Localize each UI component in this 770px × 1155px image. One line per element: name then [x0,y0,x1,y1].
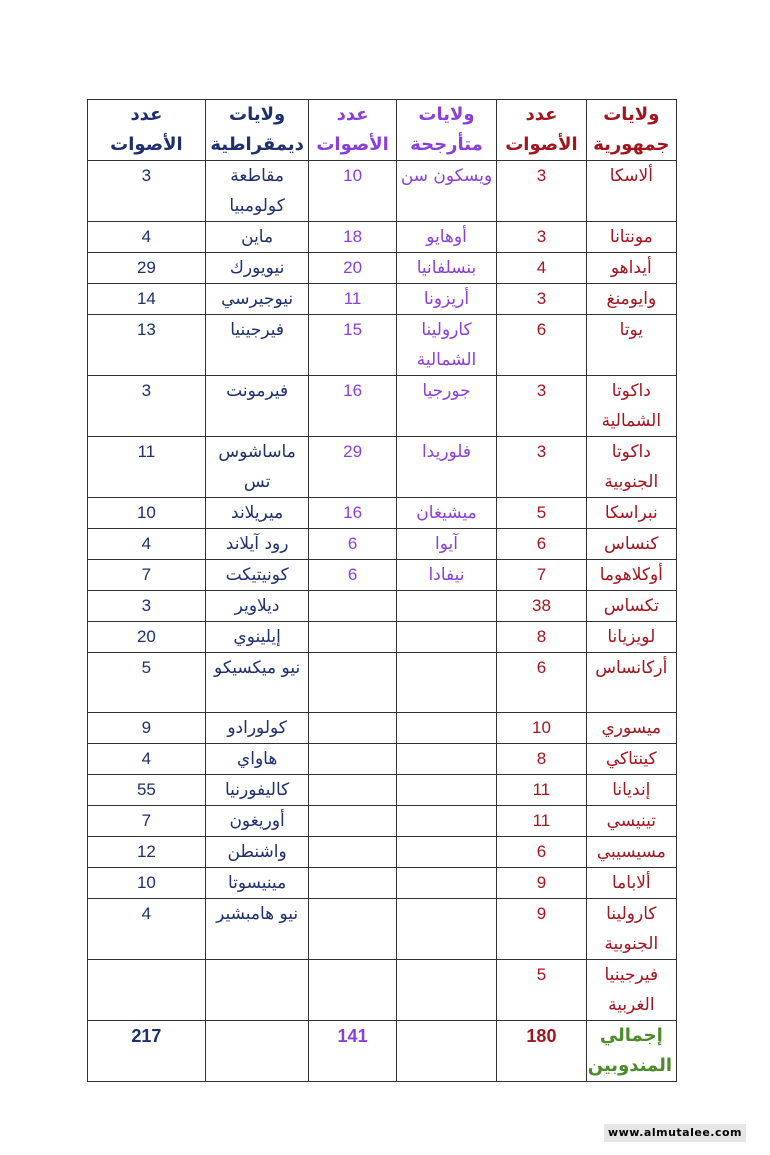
democratic-votes-cell: 4 [88,529,206,560]
table-row [88,253,677,284]
swing-votes-cell: 20 [309,253,396,284]
swing-votes-cell [309,622,396,653]
swing-state-cell: آيوا [396,529,497,560]
republican-votes-cell: 8 [497,622,586,653]
swing-state-cell [396,868,497,899]
swing-state-cell: أريزونا [396,284,497,315]
democratic-votes-cell: 5 [88,653,206,713]
swing-state-cell: جورجيا [396,376,497,437]
democratic-state-cell: كونيتيكت [205,560,309,591]
republican-state-cell: أوكلاهوما [586,560,676,591]
swing-state-cell [396,653,497,713]
democratic-state-cell: فيرجينيا [205,315,309,376]
republican-votes-cell: 6 [497,837,586,868]
democratic-votes-cell: 29 [88,253,206,284]
republican-state-cell: تكساس [586,591,676,622]
table-row [88,284,677,315]
swing-votes-cell [309,960,396,1021]
swing-votes-cell: 29 [309,437,396,498]
republican-state-cell: مسيسيبي [586,837,676,868]
swing-state-cell [396,591,497,622]
republican-state-cell: ألاباما [586,868,676,899]
table-row [88,161,677,222]
swing-votes-cell [309,591,396,622]
republican-votes-cell: 10 [497,713,586,744]
table-row [88,868,677,899]
swing-state-cell [396,622,497,653]
table-row [88,806,677,837]
swing-state-cell [396,837,497,868]
republican-votes-cell: 9 [497,868,586,899]
swing-votes-cell [309,837,396,868]
republican-votes-cell: 7 [497,560,586,591]
swing-state-cell [396,960,497,1021]
republican-votes-cell: 11 [497,806,586,837]
header-democratic-states: ولايات ديمقراطية [205,100,309,161]
swing-state-cell: أوهايو [396,222,497,253]
democratic-state-cell: ماين [205,222,309,253]
table-row [88,960,677,1021]
republican-state-cell: فيرجينيا الغربية [586,960,676,1021]
democratic-votes-cell: 55 [88,775,206,806]
republican-votes-cell: 3 [497,376,586,437]
table-row [88,560,677,591]
header-row [88,100,677,161]
republican-state-cell: تينيسي [586,806,676,837]
table-row [88,437,677,498]
total-label: إجمالي المندوبين [586,1021,676,1082]
democratic-state-cell: ديلاوير [205,591,309,622]
header-republican-votes: عدد الأصوات [497,100,586,161]
republican-state-cell: كينتاكي [586,744,676,775]
swing-votes-cell [309,713,396,744]
republican-state-cell: وايومنغ [586,284,676,315]
total-democratic-votes: 217 [88,1021,206,1082]
swing-state-cell [396,806,497,837]
table-row [88,899,677,960]
democratic-state-cell: نيو هامبشير [205,899,309,960]
swing-votes-cell: 15 [309,315,396,376]
republican-votes-cell: 3 [497,284,586,315]
republican-votes-cell: 9 [497,899,586,960]
table-row [88,713,677,744]
democratic-votes-cell: 7 [88,560,206,591]
republican-state-cell: ألاسكا [586,161,676,222]
header-republican-states: ولايات جمهورية [586,100,676,161]
header-swing-states: ولايات متأرجحة [396,100,497,161]
democratic-votes-cell [88,960,206,1021]
swing-state-cell [396,775,497,806]
swing-votes-cell: 6 [309,560,396,591]
democratic-state-cell: كولورادو [205,713,309,744]
swing-votes-cell [309,899,396,960]
democratic-state-cell [205,960,309,1021]
swing-votes-cell [309,868,396,899]
democratic-votes-cell: 4 [88,744,206,775]
republican-votes-cell: 11 [497,775,586,806]
table-row [88,622,677,653]
democratic-votes-cell: 10 [88,498,206,529]
republican-state-cell: نبراسكا [586,498,676,529]
table-row [88,498,677,529]
table-row [88,315,677,376]
table-row [88,837,677,868]
swing-state-cell: كارولينا الشمالية [396,315,497,376]
table-row [88,775,677,806]
democratic-state-cell: هاواي [205,744,309,775]
header-democratic-votes: عدد الأصوات [88,100,206,161]
republican-state-cell: كنساس [586,529,676,560]
republican-votes-cell: 38 [497,591,586,622]
republican-state-cell: أركانساس [586,653,676,713]
republican-votes-cell: 3 [497,222,586,253]
republican-state-cell: أيداهو [586,253,676,284]
democratic-state-cell: ماساشوس تس [205,437,309,498]
swing-votes-cell: 16 [309,498,396,529]
swing-votes-cell [309,775,396,806]
republican-votes-cell: 6 [497,653,586,713]
republican-votes-cell: 4 [497,253,586,284]
republican-state-cell: لويزيانا [586,622,676,653]
democratic-state-cell: إيلينوي [205,622,309,653]
republican-state-cell: ميسوري [586,713,676,744]
total-row [88,1021,677,1082]
democratic-votes-cell: 3 [88,161,206,222]
swing-state-cell [396,899,497,960]
republican-votes-cell: 3 [497,437,586,498]
table-row [88,222,677,253]
republican-votes-cell: 8 [497,744,586,775]
swing-votes-cell: 6 [309,529,396,560]
republican-state-cell: داكوتا الشمالية [586,376,676,437]
swing-state-cell: فلوريدا [396,437,497,498]
total-empty-cell [205,1021,309,1082]
swing-votes-cell: 10 [309,161,396,222]
democratic-state-cell: واشنطن [205,837,309,868]
democratic-votes-cell: 20 [88,622,206,653]
republican-state-cell: مونتانا [586,222,676,253]
swing-state-cell: ميشيغان [396,498,497,529]
total-swing-votes: 141 [309,1021,396,1082]
democratic-state-cell: ميريلاند [205,498,309,529]
democratic-state-cell: مقاطعة كولومبيا [205,161,309,222]
swing-votes-cell [309,744,396,775]
swing-state-cell [396,713,497,744]
republican-votes-cell: 5 [497,960,586,1021]
total-republican-votes: 180 [497,1021,586,1082]
header-swing-votes: عدد الأصوات [309,100,396,161]
democratic-votes-cell: 4 [88,222,206,253]
table-row [88,376,677,437]
republican-votes-cell: 3 [497,161,586,222]
swing-votes-cell: 11 [309,284,396,315]
table-row [88,653,677,713]
republican-votes-cell: 5 [497,498,586,529]
republican-state-cell: داكوتا الجنوبية [586,437,676,498]
table-row [88,529,677,560]
democratic-state-cell: رود آيلاند [205,529,309,560]
republican-state-cell: كارولينا الجنوبية [586,899,676,960]
republican-state-cell: يوتا [586,315,676,376]
democratic-votes-cell: 7 [88,806,206,837]
republican-state-cell: إنديانا [586,775,676,806]
electoral-votes-table [87,99,677,1082]
swing-votes-cell [309,806,396,837]
democratic-state-cell: نيويورك [205,253,309,284]
swing-votes-cell: 18 [309,222,396,253]
swing-votes-cell: 16 [309,376,396,437]
democratic-state-cell: أوريغون [205,806,309,837]
democratic-votes-cell: 3 [88,376,206,437]
democratic-state-cell: نيو ميكسيكو [205,653,309,713]
website-watermark: www.almutalee.com [604,1124,746,1142]
democratic-votes-cell: 10 [88,868,206,899]
democratic-votes-cell: 12 [88,837,206,868]
republican-votes-cell: 6 [497,529,586,560]
democratic-votes-cell: 14 [88,284,206,315]
democratic-votes-cell: 4 [88,899,206,960]
swing-state-cell [396,744,497,775]
democratic-state-cell: مينيسوتا [205,868,309,899]
swing-state-cell: بنسلفانيا [396,253,497,284]
table-row [88,744,677,775]
swing-state-cell: ويسكون سن [396,161,497,222]
democratic-votes-cell: 3 [88,591,206,622]
democratic-votes-cell: 9 [88,713,206,744]
table-row [88,591,677,622]
democratic-state-cell: كاليفورنيا [205,775,309,806]
republican-votes-cell: 6 [497,315,586,376]
swing-state-cell: نيفادا [396,560,497,591]
total-empty-cell [396,1021,497,1082]
democratic-state-cell: فيرمونت [205,376,309,437]
swing-votes-cell [309,653,396,713]
democratic-state-cell: نيوجيرسي [205,284,309,315]
democratic-votes-cell: 11 [88,437,206,498]
democratic-votes-cell: 13 [88,315,206,376]
